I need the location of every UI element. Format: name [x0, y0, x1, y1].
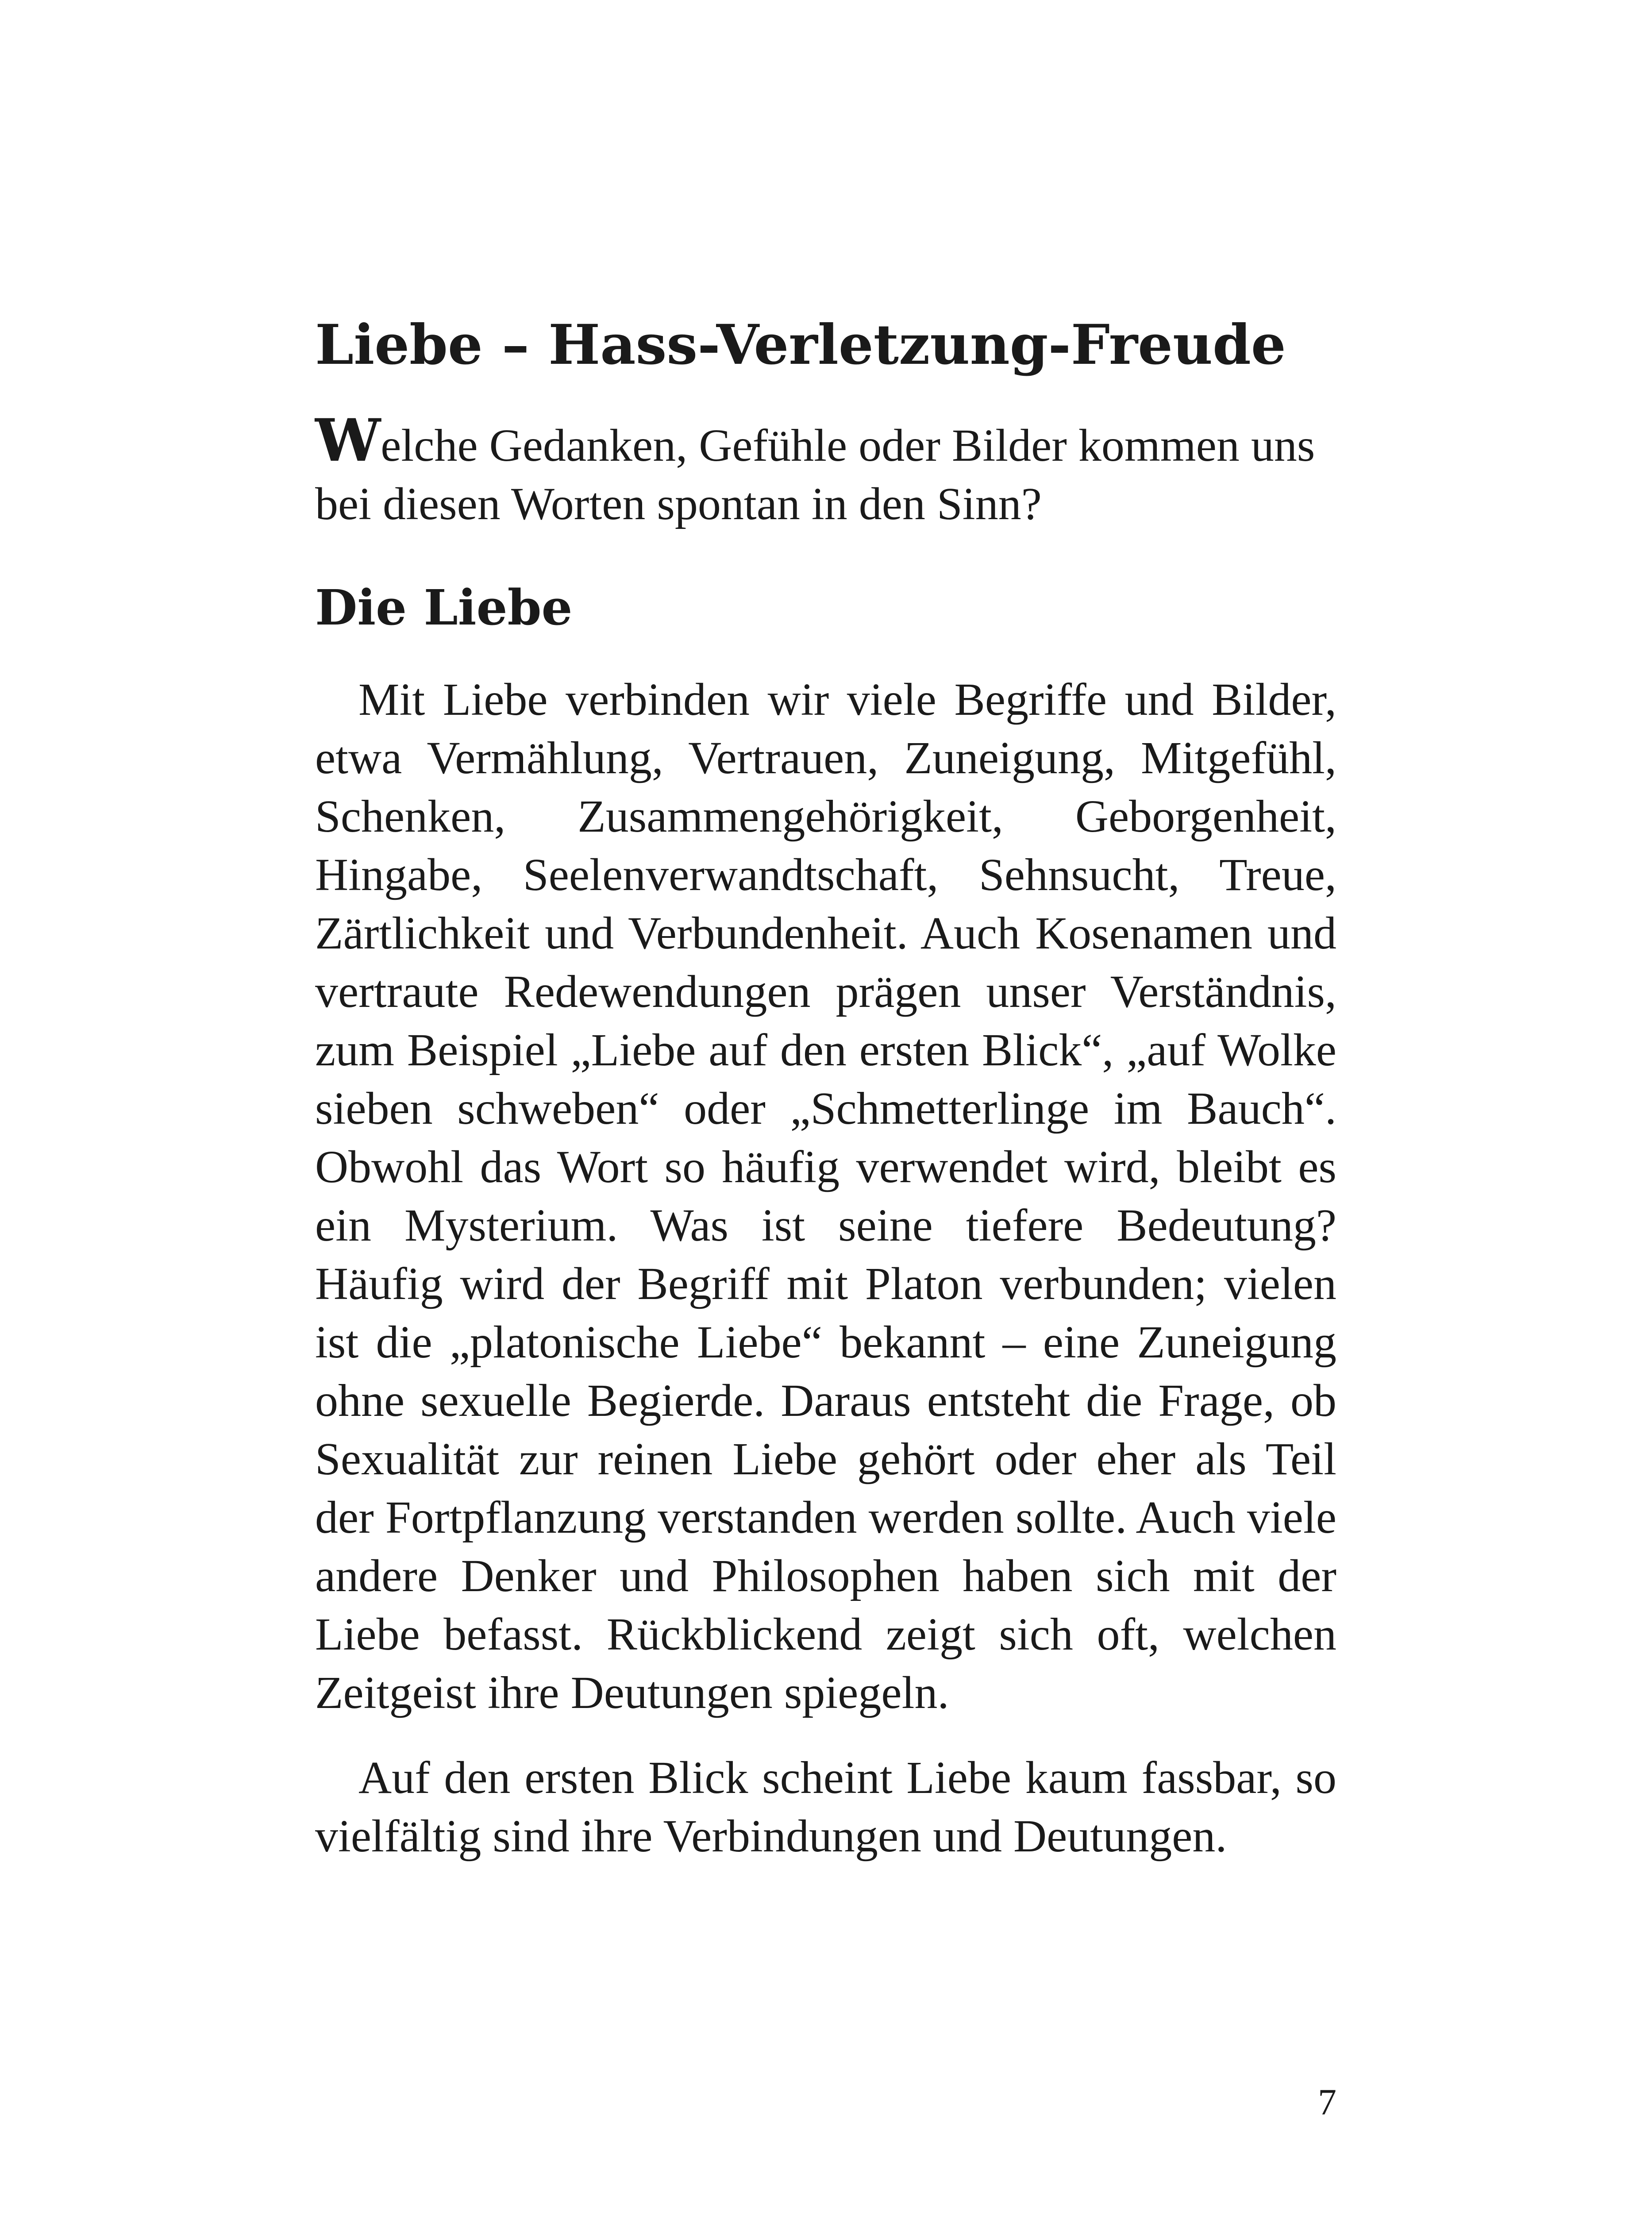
- drop-cap: W: [315, 406, 381, 475]
- section-title: Die Liebe: [315, 579, 573, 636]
- text-column: [315, 310, 1336, 1892]
- body-paragraph-1: Mit Liebe verbinden wir viele Begriffe und Bilder, etwa Vermählung, Vertrauen, Zuneigung, Mitgefühl, Schenken, Zusammengehörigkeit, Geborgenheit, Hingabe, Seelenverwandtschaft, Sehnsucht, Treue, Zärtlichkeit und Verbundenheit. Auch Kosenamen und vertraute Redewendungen prägen unser Verständnis, zum Beispiel „Liebe auf den ersten Blick“, „auf Wolke sieben schweben“ oder „Schmetterlinge im Bauch“. Obwohl das Wort so häufig verwendet wird, bleibt es ein Mysterium. Was ist seine tiefere Bedeutung? Häufig wird der Begriff mit Platon verbunden; vielen ist die „platonische Liebe“ bekannt – eine Zuneigung ohne sexuelle Begierde. Daraus entsteht die Frage, ob Sexualität zur reinen Liebe gehört oder eher als Teil der Fortpflanzung verstanden werden sollte. Auch viele andere Denker und Philosophen haben sich mit der Liebe befasst. Rückblickend zeigt sich oft, welchen Zeitgeist ihre Deutungen spiegeln.: [315, 674, 1336, 1718]
- chapter-title: Liebe – Hass-Verletzung-Freude: [315, 313, 1286, 377]
- page-number: 7: [1318, 2082, 1336, 2123]
- body-paragraph-2: Auf den ersten Blick scheint Liebe kaum fassbar, so vielfältig sind ihre Verbindungen und Deutungen.: [315, 1752, 1336, 1862]
- lead-paragraph: [315, 406, 1336, 533]
- lead-text: elche Gedanken, Gefühle oder Bilder kommen uns bei diesen Worten spontan in den Sinn?: [315, 420, 1315, 529]
